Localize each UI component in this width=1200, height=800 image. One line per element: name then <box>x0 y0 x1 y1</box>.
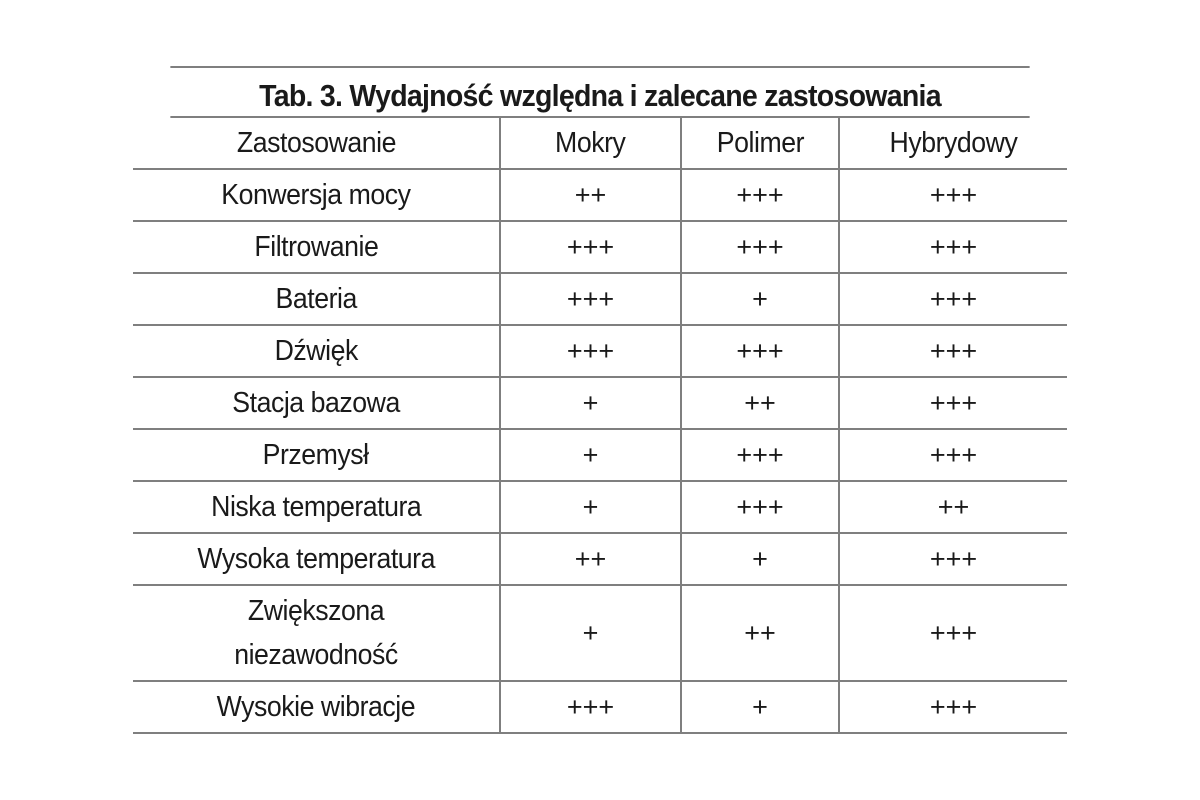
rating-cell: +++ <box>681 481 839 533</box>
application-cell <box>133 681 500 733</box>
rating-cell: + <box>500 585 681 681</box>
column-header-label: Hybrydowy <box>889 127 1018 159</box>
column-header-application <box>133 118 500 169</box>
column-header-polymer <box>681 118 839 169</box>
column-header-label: Zastosowanie <box>236 127 396 159</box>
table-row <box>133 169 1067 221</box>
application-cell <box>133 585 500 681</box>
rating-cell: +++ <box>839 169 1067 221</box>
application-cell <box>133 429 500 481</box>
table-row <box>133 273 1067 325</box>
application-label: Wysokie wibracje <box>216 691 416 723</box>
table-title: Tab. 3. Wydajność względna i zalecane zastosowania <box>170 66 1029 118</box>
rating-cell: ++ <box>500 169 681 221</box>
rating-cell: + <box>681 273 839 325</box>
table-row <box>133 429 1067 481</box>
column-header-label: Polimer <box>716 127 804 159</box>
rating-cell: +++ <box>500 325 681 377</box>
rating-cell: + <box>500 481 681 533</box>
application-cell <box>133 273 500 325</box>
rating-cell: +++ <box>839 681 1067 733</box>
rating-cell: +++ <box>500 221 681 273</box>
rating-cell: +++ <box>839 325 1067 377</box>
rating-cell: +++ <box>500 273 681 325</box>
table-row <box>133 533 1067 585</box>
rating-cell: +++ <box>839 221 1067 273</box>
rating-cell: + <box>681 533 839 585</box>
rating-cell: ++ <box>681 585 839 681</box>
table-row <box>133 681 1067 733</box>
rating-cell: +++ <box>839 533 1067 585</box>
rating-cell: + <box>681 681 839 733</box>
rating-cell: +++ <box>681 169 839 221</box>
application-label: Zwiększona niezawodność <box>234 595 398 671</box>
application-cell <box>133 325 500 377</box>
rating-cell: +++ <box>839 377 1067 429</box>
rating-cell: ++ <box>839 481 1067 533</box>
rating-cell: +++ <box>839 429 1067 481</box>
rating-cell: + <box>500 377 681 429</box>
table-row <box>133 221 1067 273</box>
table-row <box>133 585 1067 681</box>
application-cell <box>133 169 500 221</box>
application-label: Niska temperatura <box>210 491 422 523</box>
application-label: Stacja bazowa <box>232 387 400 419</box>
column-header-wet <box>500 118 681 169</box>
rating-cell: +++ <box>500 681 681 733</box>
application-label: Filtrowanie <box>254 231 378 263</box>
rating-cell: +++ <box>681 429 839 481</box>
application-cell <box>133 533 500 585</box>
rating-cell: +++ <box>839 585 1067 681</box>
rating-cell: +++ <box>681 221 839 273</box>
rating-cell: + <box>500 429 681 481</box>
application-label: Przemysł <box>262 439 369 471</box>
application-label: Dźwięk <box>274 335 358 367</box>
application-label: Konwersja mocy <box>221 179 411 211</box>
table-row <box>133 325 1067 377</box>
header-row <box>133 118 1067 169</box>
application-cell <box>133 377 500 429</box>
performance-table <box>133 66 1067 734</box>
table-row <box>133 377 1067 429</box>
column-header-label: Mokry <box>555 127 626 159</box>
rating-cell: ++ <box>500 533 681 585</box>
column-header-hybrid <box>839 118 1067 169</box>
table-row <box>133 481 1067 533</box>
rating-cell: +++ <box>681 325 839 377</box>
application-cell <box>133 221 500 273</box>
application-cell <box>133 481 500 533</box>
rating-cell: ++ <box>681 377 839 429</box>
rating-cell: +++ <box>839 273 1067 325</box>
table-container <box>133 66 1067 734</box>
application-label: Bateria <box>275 283 357 315</box>
application-label: Wysoka temperatura <box>197 543 435 575</box>
